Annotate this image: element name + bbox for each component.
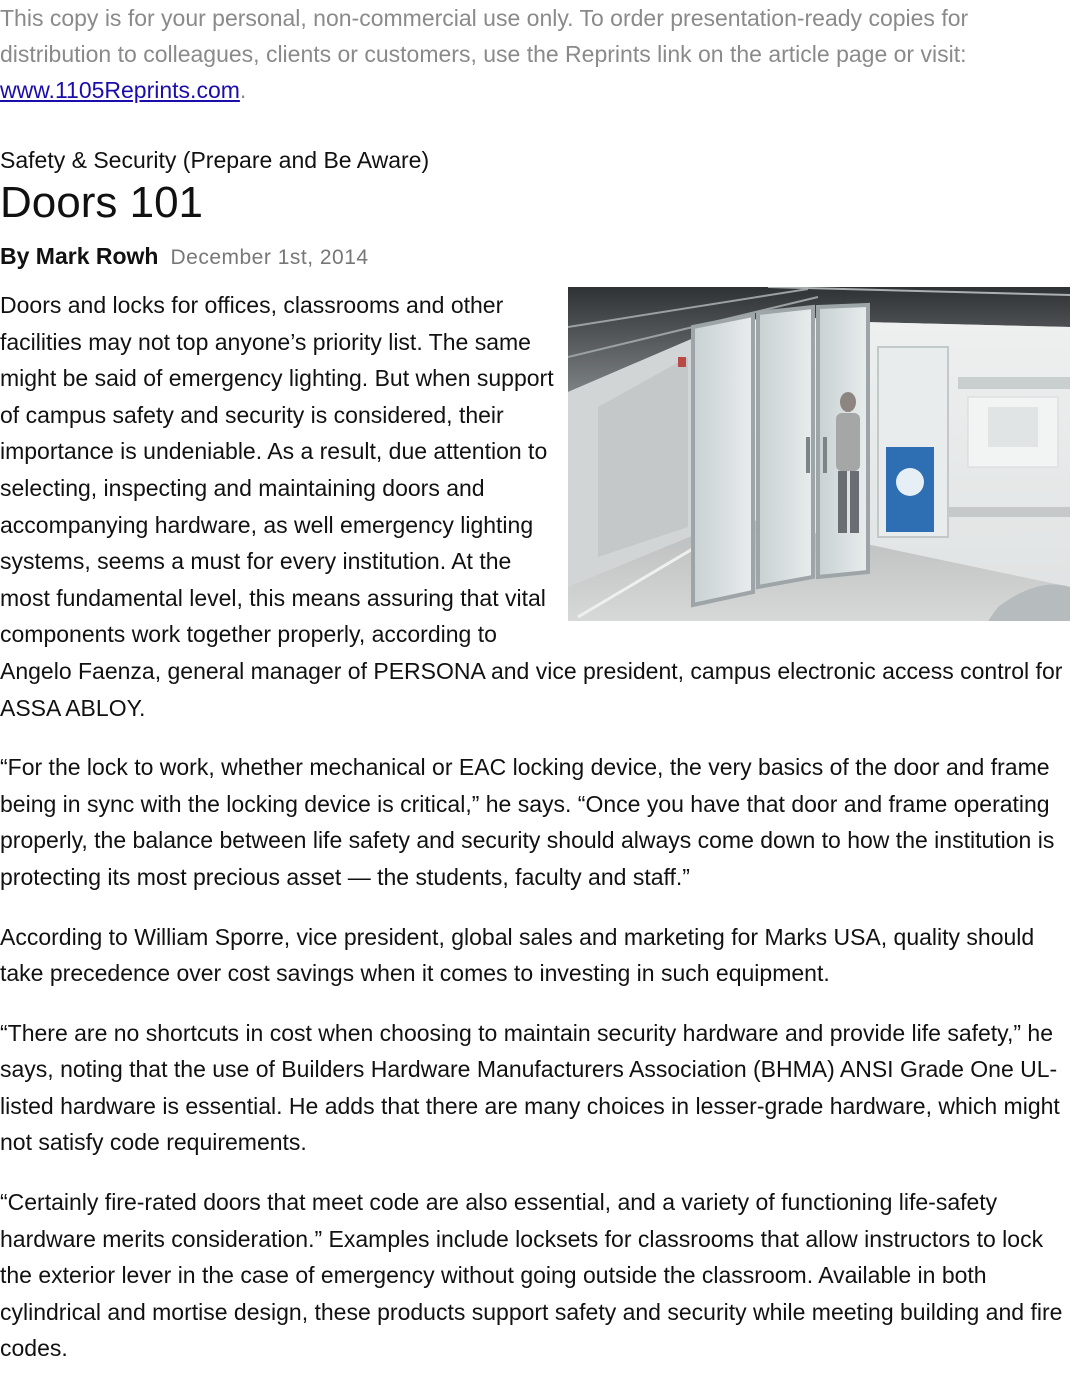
reprint-notice-trailing: . [239,77,247,103]
paragraph-1: Doors and locks for offices, classrooms and other facilities may not top anyone’s priority list. The same might be said of emergency lighting. But when support of campus safety and security is considered, their importance is undeniable. As a result, due attention to selecting, inspecting and maintaining doors and accompanying hardware, as well emergency lighting systems, seems a must for every institution. At the most fundamental level, this means assuring that vital components work together properly, according to Angelo Faenza, general manager of PERSONA and vice president, campus electronic access control for ASSA ABLOY. [0,292,1063,721]
paragraph-2: “For the lock to work, whether mechanical or EAC locking device, the very basics of the door and frame being in sync with the locking device is critical,” he says. “Once you have that door and frame operating properly, the balance between life safety and security should always come down to how the institution is protecting its most precious asset — the students, faculty and staff.” [0,754,1055,890]
article-category: Safety & Security (Prepare and Be Aware) [0,147,430,173]
paragraph-3: According to William Sporre, vice president, global sales and marketing for Marks USA, quality should take precedence over cost savings when it comes to investing in such equipment. [0,923,1035,987]
reprint-notice-text: This copy is for your personal, non-commercial use only. To order presentation-ready copies for distribution to colleagues, clients or customers, use the Reprints link on the article page or visit: [0,5,969,67]
paragraph-5: “Certainly fire-rated doors that meet code are also essential, and a variety of functioning life-safety hardware merits consideration.” Examples include locksets for classrooms that allow instructors to lock the exterior lever in the case of emergency without going outside the classroom. Available in both cylindrical and mortise design, these products support safety and security while meeting building and fire codes. [0,1189,1063,1362]
article-title: Doors 101 [0,178,204,227]
hallway-photo-icon [568,287,1070,621]
reprint-notice [0,0,1060,108]
article-photo [568,287,1070,621]
author-name: By Mark Rowh [0,243,159,269]
article-body [0,287,1078,1367]
paragraph-4: “There are no shortcuts in cost when choosing to maintain security hardware and provide life safety,” he says, noting that the use of Builders Hardware Manufacturers Association (BHMA) ANSI Grade One UL-listed hardware is essential. He adds that there are many choices in lesser-grade hardware, which might not satisfy code requirements. [0,1019,1060,1156]
publish-date: December 1st, 2014 [170,246,369,269]
byline [0,241,1078,273]
reprints-link[interactable]: www.1105Reprints.com [0,77,240,103]
